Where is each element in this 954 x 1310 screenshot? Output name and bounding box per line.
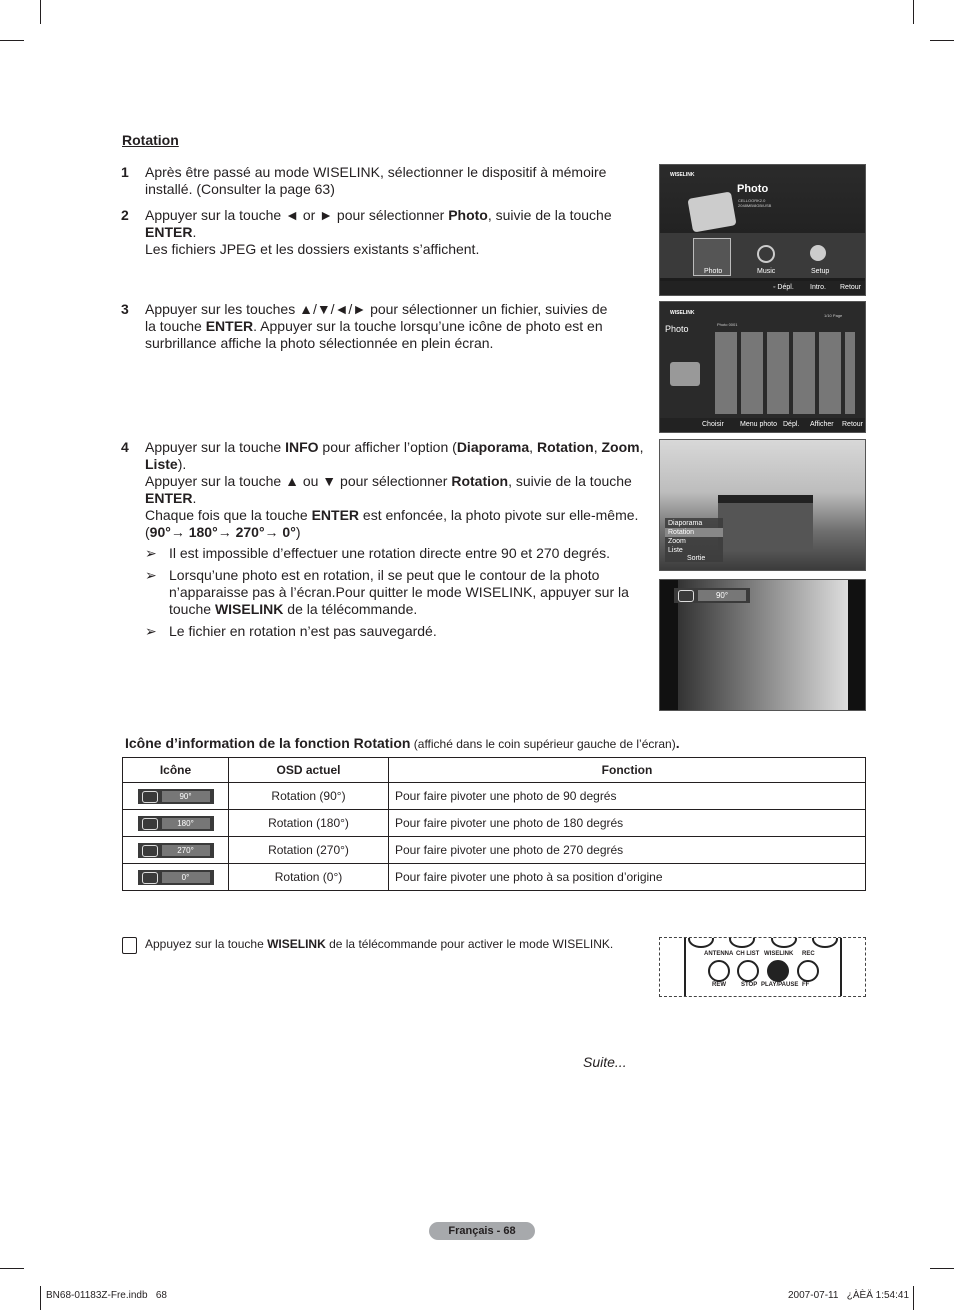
note-item: ➢ Le fichier en rotation n’est pas sauvegardé. bbox=[145, 623, 437, 639]
continued-label: Suite... bbox=[583, 1054, 627, 1070]
rotate-180-icon: 180° bbox=[138, 816, 214, 831]
icon-cell bbox=[123, 837, 229, 864]
osd-cell: Rotation (0°) bbox=[229, 864, 389, 891]
footer-timestamp: 2007-07-11 ¿ÀÈÄ 1:54:41 bbox=[788, 1290, 910, 1301]
crop-mark bbox=[0, 40, 24, 41]
note-item: ➢ Lorsqu’une photo est en rotation, il se peut que le contour de la photo n’apparaisse pas à l’écran.Pour quitter le mode WISELINK, appuyer sur la touche WISELINK de la télécommande. bbox=[145, 567, 629, 617]
step-number: 4 bbox=[121, 439, 129, 455]
step-number: 2 bbox=[121, 207, 129, 223]
thumbnail-grid bbox=[715, 332, 855, 414]
options-menu: Diaporama Rotation Zoom Liste Sortie bbox=[665, 518, 723, 562]
table-row bbox=[123, 837, 866, 864]
step-text: Appuyer sur la touche ◄ or ► pour sélectionner Photo, suivie de la touche ENTER. Les fichiers JPEG et les dossiers existants s’affichent. bbox=[145, 207, 612, 257]
crop-mark bbox=[930, 1268, 954, 1269]
screenshot-photo-browser: WISELINK 1/10 Page Photo Photo 0001 Choisir Menu photo Dépl. Afficher Retour bbox=[659, 301, 866, 433]
footer-file-info: BN68-01183Z-Fre.indb 68 bbox=[46, 1290, 167, 1301]
brand-logo: WISELINK bbox=[670, 172, 695, 178]
page-number-badge: Français - 68 bbox=[429, 1222, 535, 1240]
rotate-270-icon: 270° bbox=[138, 843, 214, 858]
note-icon bbox=[122, 937, 137, 954]
step-text: Appuyer sur la touche INFO pour afficher l’option (Diaporama, Rotation, Zoom, Liste). Appuyer sur la touche ▲ ou ▼ pour sélectionner Rotation, suivie de la touche ENTER. Chaque fois que la touche ENTER est enfoncée, la photo pivote sur elle-même. (90°→ 180°→ 270°→ 0°) bbox=[145, 439, 644, 540]
crop-mark bbox=[40, 1286, 41, 1310]
rotate-icon bbox=[678, 590, 694, 602]
music-icon bbox=[757, 245, 775, 263]
function-cell: Pour faire pivoter une photo de 180 degrés bbox=[389, 810, 866, 837]
camera-icon bbox=[687, 191, 736, 232]
icon-cell bbox=[123, 810, 229, 837]
section-heading: Rotation bbox=[122, 132, 179, 148]
screen-title: Photo bbox=[737, 183, 769, 195]
step-text: Appuyer sur les touches ▲/▼/◄/► pour sélectionner un fichier, suivies de la touche ENTER. Appuyer sur la touche lorsqu’une icône de photo est en surbrillance affiche la photo sélectionnée en plein écran. bbox=[145, 301, 608, 351]
crop-mark bbox=[40, 0, 41, 24]
note-list bbox=[145, 545, 645, 640]
screen-title: Photo bbox=[665, 324, 689, 334]
remote-label: REC bbox=[802, 951, 815, 957]
note-marker: ➢ bbox=[145, 567, 157, 583]
function-cell: Pour faire pivoter une photo de 270 degrés bbox=[389, 837, 866, 864]
rotate-0-icon: 0° bbox=[138, 870, 214, 885]
crop-mark bbox=[913, 1286, 914, 1310]
table-row bbox=[123, 783, 866, 810]
step-number: 1 bbox=[121, 164, 129, 180]
note-marker: ➢ bbox=[145, 623, 157, 639]
screenshot-photo-options bbox=[659, 439, 866, 571]
screenshot-rotated-photo bbox=[659, 579, 866, 711]
column-header: Icône bbox=[123, 758, 229, 783]
function-cell: Pour faire pivoter une photo de 90 degrés bbox=[389, 783, 866, 810]
function-cell: Pour faire pivoter une photo à sa position d’origine bbox=[389, 864, 866, 891]
table-title: Icône d’information de la fonction Rotation (affiché dans le coin supérieur gauche de l’écran). bbox=[125, 735, 680, 751]
house-image bbox=[718, 495, 813, 551]
tip-text: Appuyez sur la touche WISELINK de la télécommande pour activer le mode WISELINK. bbox=[145, 937, 614, 951]
icon-cell bbox=[123, 864, 229, 891]
note-item: ➢ Il est impossible d’effectuer une rotation directe entre 90 et 270 degrés. bbox=[145, 545, 611, 561]
table-row bbox=[123, 810, 866, 837]
table-row bbox=[123, 864, 866, 891]
setup-icon bbox=[810, 245, 826, 261]
crop-mark bbox=[0, 1268, 24, 1269]
table-header-row bbox=[123, 758, 866, 783]
rotate-90-icon: 90° bbox=[138, 789, 214, 804]
osd-cell: Rotation (180°) bbox=[229, 810, 389, 837]
remote-label: WISELINK bbox=[764, 951, 794, 957]
column-header: Fonction bbox=[389, 758, 866, 783]
remote-label: ANTENNA bbox=[704, 951, 734, 957]
column-header: OSD actuel bbox=[229, 758, 389, 783]
step-number: 3 bbox=[121, 301, 129, 317]
screenshot-wiselink-menu: WISELINK Photo CELLOORK2.0 2048MB/8GB/USB Photo Music Setup ◦ Dépl. Intro. Retour bbox=[659, 164, 866, 296]
note-marker: ➢ bbox=[145, 545, 157, 561]
crop-mark bbox=[930, 40, 954, 41]
crop-mark bbox=[913, 0, 914, 24]
thumbnail-photo bbox=[670, 362, 700, 386]
osd-cell: Rotation (90°) bbox=[229, 783, 389, 810]
remote-label: CH LIST bbox=[736, 951, 760, 957]
step-text: Après être passé au mode WISELINK, sélectionner le dispositif à mémoire installé. (Consulter la page 63) bbox=[145, 164, 607, 197]
rotation-info-table bbox=[122, 757, 866, 891]
osd-cell: Rotation (270°) bbox=[229, 837, 389, 864]
rotation-badge: 90° bbox=[674, 588, 750, 603]
icon-cell bbox=[123, 783, 229, 810]
remote-control-image: ANTENNA CH LIST WISELINK REC REW STOP PLAY/PAUSE FF bbox=[659, 937, 866, 997]
